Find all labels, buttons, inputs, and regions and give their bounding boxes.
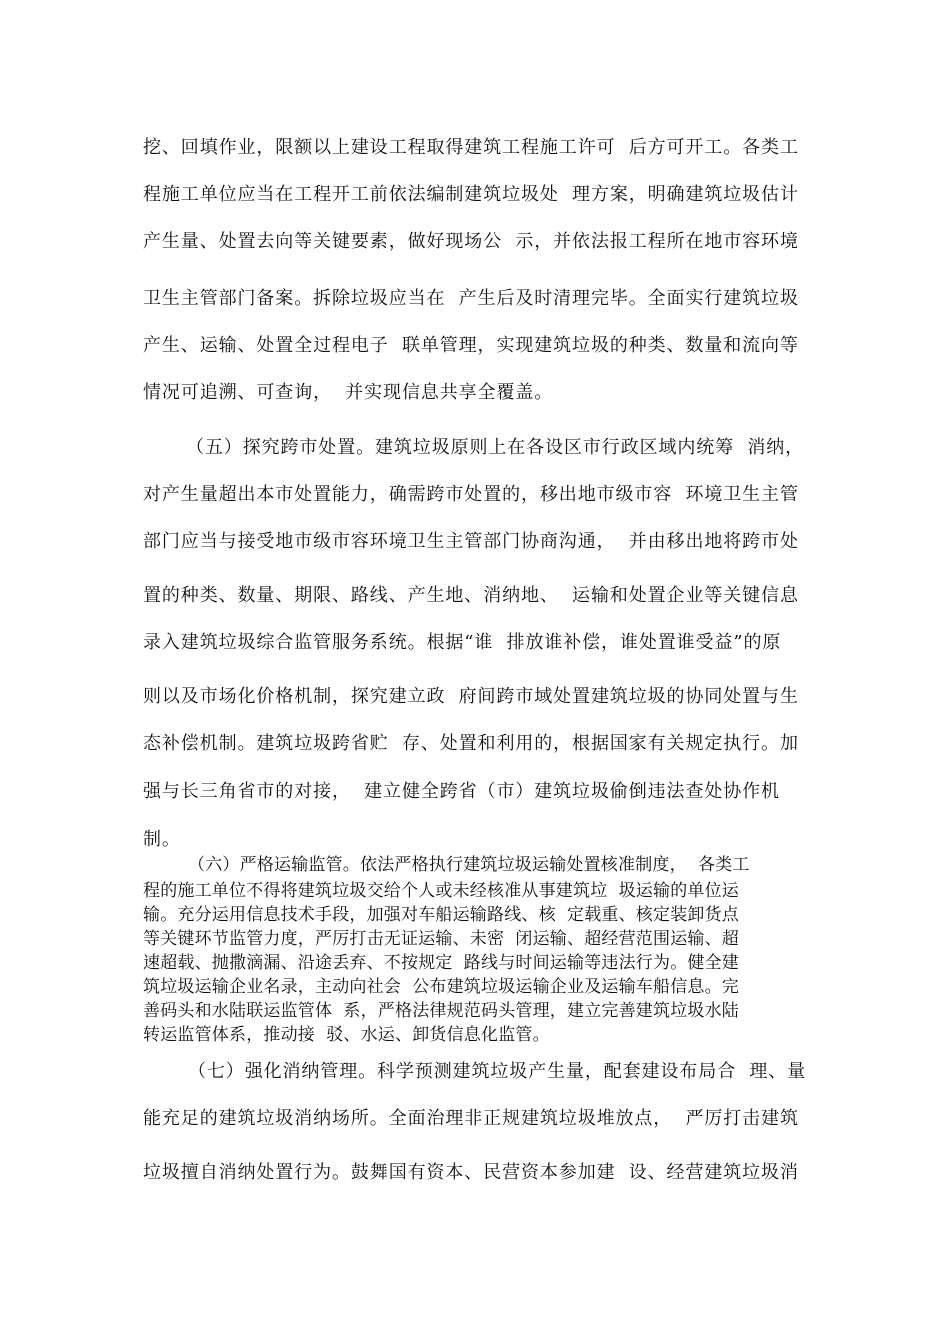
text-line: 制。 [143,829,181,850]
text-line: 态补偿机制。建筑垃圾跨省贮 存、处置和利用的，根据国家有关规定执行。加 [143,733,799,754]
text-line: 录入建筑垃圾综合监管服务系统。根据“谁 排放谁补偿，谁处置谁受益”的原 [143,632,782,653]
text-line: 转运监管体系，推动接 驳、水运、卸货信息化监管。 [143,1025,550,1045]
text-line: 程的施工单位不得将建筑垃圾交给个人或未经核准从事建筑垃 圾运输的单位运 [143,881,740,901]
text-line: （六）严格运输监管。依法严格执行建筑垃圾运输处置核准制度， 各类工 [188,855,750,875]
text-line: （七）强化消纳管理。科学预测建筑垃圾产生量，配套建设布局合 理、量 [188,1061,807,1082]
text-line: 垃圾擅自消纳处置行为。鼓舞国有资本、民营资本参加建 设、经营建筑垃圾消 [143,1162,799,1183]
text-line: 卫生主管部门备案。拆除垃圾应当在 产生后及时清理完毕。全面实行建筑垃圾 [143,288,799,309]
text-line: 强与长三角省市的对接， 建立健全跨省（市）建筑垃圾偷倒违法查处协作机 [143,781,780,802]
text-line: 善码头和水陆联运监管体 系，严格法律规范码头管理，建立完善建筑垃圾水陆 [143,1001,740,1021]
text-line: 部门应当与接受地市级市容环境卫生主管部门协商沟通， 并由移出地将跨市处 [143,531,799,552]
text-line: 挖、回填作业，限额以上建设工程取得建筑工程施工许可 后方可开工。各类工 [143,137,799,158]
text-line: 情况可追溯、可查询， 并实现信息共享全覆盖。 [143,382,554,403]
text-line: 输。充分运用信息技术手段，加强对车船运输路线、核 定载重、核定装卸货点 [143,905,740,925]
text-line: 置的种类、数量、期限、路线、产生地、消纳地、 运输和处置企业等关键信息 [143,585,799,606]
text-line: 产生量、处置去向等关键要素，做好现场公 示，并依法报工程所在地市容环境 [143,231,799,252]
text-line: （五）探究跨市处置。建筑垃圾原则上在各设区市行政区域内统筹 消纳， [186,437,805,458]
text-line: 速超载、抛撒滴漏、沿途丢弃、不按规定 路线与时间运输等违法行为。健全建 [143,953,740,973]
text-line: 筑垃圾运输企业名录，主动向社会 公布建筑垃圾运输企业及运输车船信息。完 [143,977,740,997]
text-line: 对产生量超出本市处置能力，确需跨市处置的，移出地市级市容 环境卫生主管 [143,484,799,505]
text-line: 则以及市场化价格机制，探究建立政 府间跨市域处置建筑垃圾的协同处置与生 [143,686,799,707]
text-line: 产生、运输、处置全过程电子 联单管理，实现建筑垃圾的种类、数量和流向等 [143,335,799,356]
text-line: 程施工单位应当在工程开工前依法编制建筑垃圾处 理方案，明确建筑垃圾估计 [143,184,799,205]
text-line: 能充足的建筑垃圾消纳场所。全面治理非正规建筑垃圾堆放点， 严厉打击建筑 [143,1108,799,1129]
text-line: 等关键环节监管力度，严厉打击无证运输、未密 闭运输、超经营范围运输、超 [143,929,740,949]
